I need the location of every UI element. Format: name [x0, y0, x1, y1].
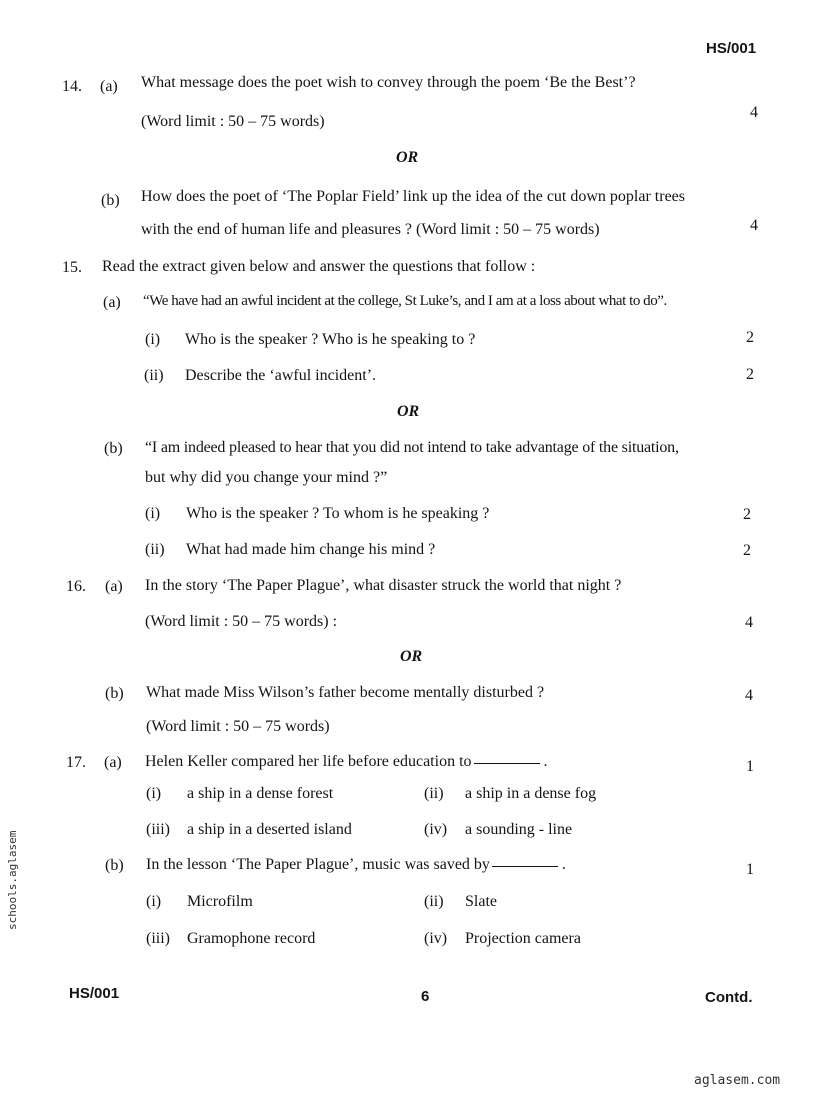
q17a-marks: 1	[746, 758, 754, 775]
q17a-option-text: a ship in a deserted island	[187, 821, 352, 838]
q16b-word-limit: (Word limit : 50 – 75 words)	[146, 718, 330, 735]
q17a-option-label: (iii)	[146, 821, 170, 838]
q15b-i-text: Who is the speaker ? To whom is he speaking ?	[186, 505, 490, 522]
q14b-marks: 4	[750, 217, 758, 234]
q17b-option-label: (iii)	[146, 930, 170, 947]
q15b-ii-label: (ii)	[145, 541, 165, 558]
q17a-option-text: a ship in a dense forest	[187, 785, 334, 802]
q15b-i-label: (i)	[145, 505, 161, 522]
q14a-label: (a)	[100, 78, 118, 95]
q17-number: 17.	[66, 754, 86, 771]
contd-label: Contd.	[705, 989, 753, 1006]
q17a-text: Helen Keller compared her life before education to .	[145, 753, 548, 770]
q17a-option-label: (ii)	[424, 785, 444, 802]
q17a-option-text: a ship in a dense fog	[465, 785, 597, 802]
answer-blank	[492, 866, 558, 867]
side-watermark: schools.aglasem	[6, 830, 19, 930]
q15b-label: (b)	[104, 440, 123, 457]
q17b-option-label: (ii)	[424, 893, 444, 910]
q17a-option-label: (i)	[146, 785, 162, 802]
q14-or: OR	[396, 149, 419, 166]
q14a-word-limit: (Word limit : 50 – 75 words)	[141, 113, 325, 130]
page-number: 6	[421, 988, 430, 1005]
q16-or: OR	[400, 648, 423, 665]
q14b-line1: How does the poet of ‘The Poplar Field’ link up the idea of the cut down poplar trees	[141, 188, 686, 205]
q17b-option-label: (i)	[146, 893, 162, 910]
q15a-i-label: (i)	[145, 331, 161, 348]
q17b-text: In the lesson ‘The Paper Plague’, music was saved by .	[146, 856, 566, 873]
q16-number: 16.	[66, 578, 86, 595]
q17a-label: (a)	[104, 754, 122, 771]
q17b-marks: 1	[746, 861, 754, 878]
q15-intro: Read the extract given below and answer the questions that follow :	[102, 258, 536, 275]
q15a-ii-label: (ii)	[144, 367, 164, 384]
q17b-option-text: Projection camera	[465, 930, 581, 947]
answer-blank	[474, 763, 540, 764]
q14a-text: What message does the poet wish to convey through the poem ‘Be the Best’?	[141, 74, 636, 91]
q15-number: 15.	[62, 259, 82, 276]
q17b-option-label: (iv)	[424, 930, 448, 947]
q14-number: 14.	[62, 78, 82, 95]
q15a-i-marks: 2	[746, 329, 754, 346]
q17a-option-text: a sounding - line	[465, 821, 573, 838]
q15a-label: (a)	[103, 294, 121, 311]
q16a-marks: 4	[745, 614, 753, 631]
q15b-i-marks: 2	[743, 506, 751, 523]
q16b-label: (b)	[105, 685, 124, 702]
q14a-marks: 4	[750, 104, 758, 121]
q16a-text: In the story ‘The Paper Plague’, what disaster struck the world that night ?	[145, 577, 622, 594]
q17b-label: (b)	[105, 857, 124, 874]
q15b-ii-marks: 2	[743, 542, 751, 559]
q17b-option-text: Microfilm	[187, 893, 253, 910]
q15b-quote-line2: but why did you change your mind ?”	[145, 469, 388, 486]
q17a-option-label: (iv)	[424, 821, 448, 838]
q17b-stem: In the lesson ‘The Paper Plague’, music was saved by	[146, 856, 490, 873]
q16a-label: (a)	[105, 578, 123, 595]
q16a-word-limit: (Word limit : 50 – 75 words) :	[145, 613, 338, 630]
q15a-i-text: Who is the speaker ? Who is he speaking to ?	[185, 331, 476, 348]
q17a-stem: Helen Keller compared her life before education to	[145, 753, 472, 770]
q16b-text: What made Miss Wilson’s father become mentally disturbed ?	[146, 684, 545, 701]
header-code: HS/001	[706, 40, 757, 57]
q14b-label: (b)	[101, 192, 120, 209]
q15b-ii-text: What had made him change his mind ?	[186, 541, 436, 558]
q15a-ii-marks: 2	[746, 366, 754, 383]
q17b-option-text: Gramophone record	[187, 930, 316, 947]
q15b-quote-line1: “I am indeed pleased to hear that you did not intend to take advantage of the situation,	[145, 439, 679, 456]
q15-or: OR	[397, 403, 420, 420]
q16b-marks: 4	[745, 687, 753, 704]
footer-code: HS/001	[69, 985, 120, 1002]
q15a-ii-text: Describe the ‘awful incident’.	[185, 367, 377, 384]
q14b-line2: with the end of human life and pleasures ? (Word limit : 50 – 75 words)	[141, 221, 600, 238]
site-watermark: aglasem.com	[694, 1073, 781, 1088]
q17b-option-text: Slate	[465, 893, 497, 910]
q15a-quote: “We have had an awful incident at the college, St Luke’s, and I am at a loss about what to do”.	[143, 293, 667, 309]
